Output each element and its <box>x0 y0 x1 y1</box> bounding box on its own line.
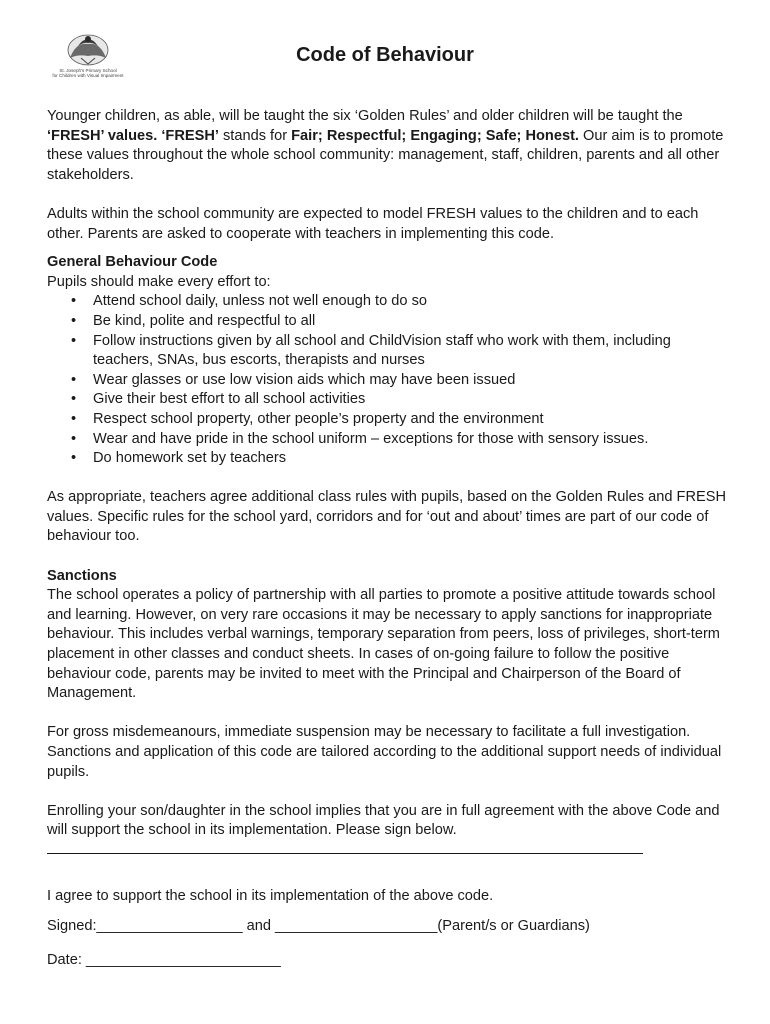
general-lead: Pupils should make every effort to: <box>47 273 271 290</box>
school-name: St. Joseph's Primary School for Children with Visual Impairment <box>52 68 124 79</box>
suspension-paragraph: For gross misdemeanours, immediate suspension may be necessary to facilitate a full investigation. Sanctions and application of this code are tailored according to the additional support needs of individual pupils. <box>47 724 722 780</box>
behaviour-list <box>47 292 727 468</box>
agreement-text: I agree to support the school in its implementation of the above code. <box>47 887 494 904</box>
enrolment-paragraph: Enrolling your son/daughter in the school implies that you are in full agreement with the above Code and will support the school in its implementation. Please sign below. <box>47 802 720 839</box>
document-body <box>47 107 727 971</box>
list-item: • Attend school daily, unless not well enough to do so <box>93 292 727 312</box>
list-item: • Wear glasses or use low vision aids which may have been issued <box>93 371 727 391</box>
signed-line[interactable]: Signed:__________________ and ____________________(Parent/s or Guardians) <box>47 917 590 934</box>
sanctions-paragraph: The school operates a policy of partnership with all parties to promote a positive attitude towards school and learning. However, on very rare occasions it may be necessary to apply sanctions for inappropriate behaviour. This includes verbal warnings, temporary separation from peers, loss of privileges, short-term placement in other classes and conduct sheets. In cases of on-going failure to follow the positive behaviour code, parents may be invited to meet with the Principal and Chairperson of the Board of Management. <box>47 587 720 702</box>
intro-paragraph: Younger children, as able, will be taught the six ‘Golden Rules’ and older children will be taught the ‘FRESH’ values. ‘FRESH’ stands for Fair; Respectful; Engaging; Safe; Honest. Our aim is to promote these values throughout the whole school community: management, staff, children, parents and all other stakeholders. <box>47 108 724 183</box>
signature-divider <box>47 841 643 854</box>
list-item: • Be kind, polite and respectful to all <box>93 312 727 332</box>
list-item: • Respect school property, other people’s property and the environment <box>93 410 727 430</box>
adults-paragraph: Adults within the school community are expected to model FRESH values to the children and to each other. Parents are asked to cooperate with teachers in implementing this code. <box>47 205 699 242</box>
date-line[interactable]: Date: ________________________ <box>47 952 281 969</box>
general-heading: General Behaviour Code <box>47 254 218 271</box>
sanctions-heading: Sanctions <box>47 567 117 584</box>
list-item: • Wear and have pride in the school uniform – exceptions for those with sensory issues. <box>93 430 727 450</box>
list-item: • Do homework set by teachers <box>93 449 727 469</box>
list-item: • Give their best effort to all school activities <box>93 390 727 410</box>
class-rules-paragraph: As appropriate, teachers agree additional class rules with pupils, based on the Golden Rules and FRESH values. Specific rules for the school yard, corridors and for ‘out and about’ times are part of our code of behaviour too. <box>47 489 726 545</box>
page-title: Code of Behaviour <box>296 44 474 66</box>
list-item: • Follow instructions given by all school and ChildVision staff who work with them, including teachers, SNAs, bus escorts, therapists and nurses <box>93 332 727 371</box>
